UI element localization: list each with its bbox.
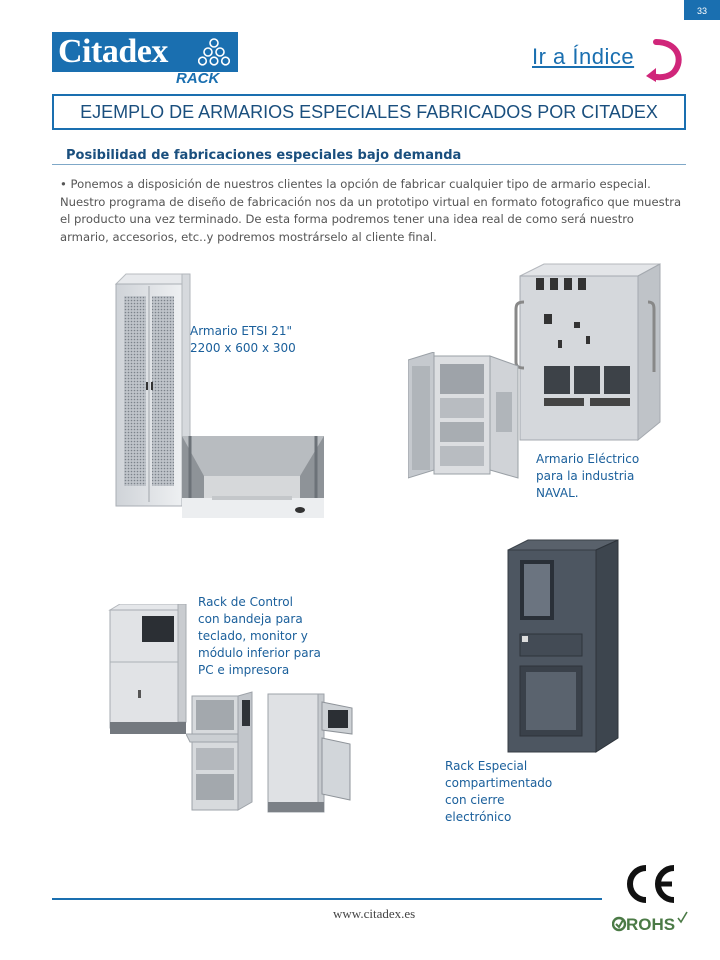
citadex-logo <box>52 32 238 72</box>
caption-line: Armario ETSI 21" <box>190 324 293 338</box>
caption-control <box>198 594 321 679</box>
section-title: EJEMPLO DE ARMARIOS ESPECIALES FABRICADOS POR CITADEX <box>80 102 658 122</box>
rohs-icon <box>612 910 688 934</box>
website-link[interactable]: www.citadex.es <box>333 906 416 921</box>
caption-line: con bandeja para <box>198 612 303 626</box>
naval-cabinet-image <box>514 262 662 442</box>
index-link[interactable]: Ir a Índice <box>532 44 635 69</box>
control-rack-image <box>108 604 188 738</box>
caption-line: electrónico <box>445 810 512 824</box>
footer-divider <box>52 898 602 900</box>
caption-line: 2200 x 600 x 300 <box>190 341 296 355</box>
caption-line: para la industria <box>536 469 635 483</box>
ce-mark-icon <box>622 864 678 904</box>
caption-line: NAVAL. <box>536 486 579 500</box>
subtitle: Posibilidad de fabricaciones especiales bajo demanda <box>66 148 462 163</box>
return-arrow-icon[interactable] <box>644 38 684 82</box>
caption-line: Rack de Control <box>198 595 293 609</box>
control-rack-open-alt-image <box>266 690 356 816</box>
caption-line: PC e impresora <box>198 663 290 677</box>
caption-special <box>445 758 552 826</box>
caption-line: módulo inferior para <box>198 646 321 660</box>
logo-circles-icon <box>198 37 230 67</box>
caption-line: compartimentado <box>445 776 553 790</box>
caption-line: teclado, monitor y <box>198 629 308 643</box>
caption-naval <box>536 451 639 502</box>
caption-line: Armario Eléctrico <box>536 452 640 466</box>
naval-cabinet-open-image <box>408 352 520 482</box>
etsi-cabinet-detail-image <box>182 436 324 522</box>
logo-rack-text: RACK <box>176 70 220 87</box>
caption-line: con cierre <box>445 793 505 807</box>
caption-line: Rack Especial <box>445 759 528 773</box>
logo-text: Citadex <box>58 33 168 70</box>
control-rack-open-image <box>186 690 256 816</box>
etsi-cabinet-image <box>112 272 192 508</box>
intro-paragraph: • Ponemos a disposición de nuestros clientes la opción de fabricar cualquier tipo de armario especial. Nuestro programa de diseño de fabricación nos da un prototipo virtual en formato fotografico que muestra el producto una vez terminado. De esta forma podremos tener una idea real de como será nuestro armario, accesorios, etc..y podremos mostrárselo al cliente final. <box>60 177 682 244</box>
subtitle-divider <box>52 164 686 165</box>
special-rack-image <box>506 538 620 754</box>
section-title-box <box>52 94 686 130</box>
caption-etsi <box>190 323 296 357</box>
page-number: 33 <box>684 0 720 20</box>
svg-text:ROHS: ROHS <box>626 915 676 934</box>
